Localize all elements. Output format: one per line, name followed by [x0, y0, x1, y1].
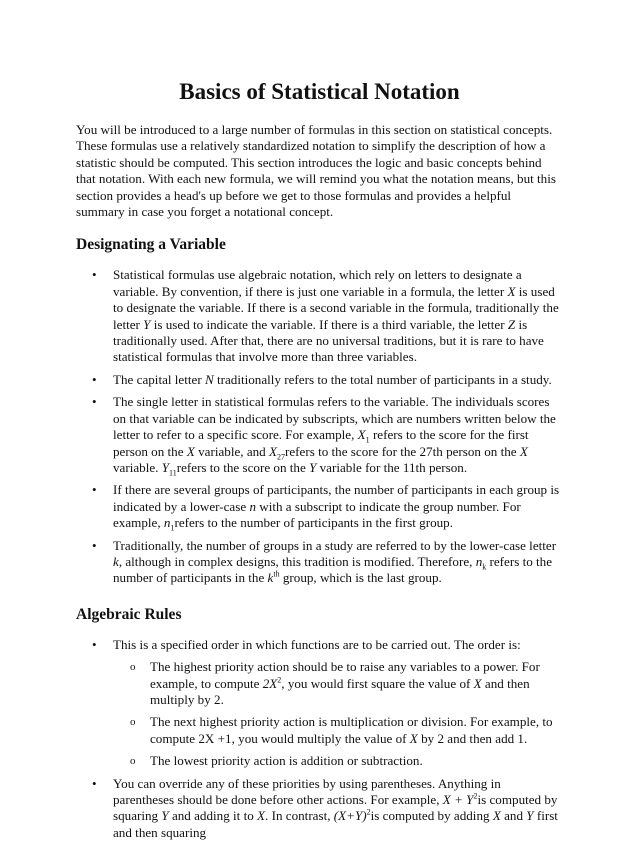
- text-run: with a subscript to indicate the group number. For example,: [113, 498, 521, 531]
- variable-x: X: [409, 730, 418, 746]
- expression: (X+Y): [333, 808, 367, 824]
- expression: 2X: [262, 675, 278, 691]
- subscript: 27: [277, 452, 285, 462]
- intro-paragraph: You will be introduced to a large number of formulas in this section on statistical concepts. These formulas use a relatively standardized notation to simplify the description of how a statistic should be computed. This section introduces the logic and basic concepts behind that notation. With each new formula, we will remind you what the notation means, but this section provides a head's up before we get to those formulas and provides a helpful summary in case you forget a notational concept.: [76, 122, 556, 220]
- variable-k: k: [267, 570, 274, 586]
- variable-z: Z: [507, 316, 516, 332]
- variable-n: n: [163, 515, 171, 531]
- text-run: refers to the number of participants in the: [113, 553, 553, 586]
- text-run: If there are several groups of participants, the number of participants in each group is indicated by a lower-case: [113, 482, 560, 514]
- superscript: 2: [277, 675, 282, 685]
- expression: X + Y: [442, 792, 474, 807]
- text-run: is used to designate the variable. If there is a second variable in the formula, traditionally the letter: [113, 283, 559, 332]
- text-run: The single letter in statistical formulas refers to the variable. The individuals scores on that variable can be indicated by subscripts, which are numbers written below the letter to refer to a specific score. For example,: [113, 394, 556, 443]
- list-item: [113, 394, 563, 476]
- superscript: 2: [366, 808, 371, 818]
- variable-y: Y: [309, 459, 317, 475]
- subscript: 1: [170, 523, 175, 533]
- text-run: , although in complex designs, this tradition is modified. Therefore,: [118, 553, 476, 569]
- list-item: [113, 776, 563, 841]
- variable-x: X: [492, 808, 501, 824]
- text-run: is used to indicate the variable. If there is a third variable, the letter: [150, 316, 508, 332]
- text-run: This is a specified order in which functions are to be carried out. The order is:: [113, 636, 521, 652]
- text-run: You can override any of these priorities by using parentheses. Anything in parentheses should be done before other actions. For example,: [113, 775, 501, 807]
- text-run: , you would first square the value of: [281, 675, 474, 691]
- algebraic-rules-list: [76, 637, 563, 841]
- text-run: variable for the 11th person.: [316, 459, 468, 475]
- section-heading-designating-variable: Designating a Variable: [76, 236, 226, 254]
- text-run: and adding it to: [168, 808, 258, 824]
- variable-x: X: [269, 443, 277, 459]
- list-item: [113, 372, 563, 388]
- variable-n: n: [249, 498, 256, 514]
- variable-x: X: [357, 427, 366, 443]
- variable-y: Y: [143, 316, 151, 332]
- list-item: [113, 482, 563, 531]
- text-run: variable.: [113, 459, 162, 475]
- text-run: group, which is the last group.: [279, 570, 442, 586]
- sublist-item: o The lowest priority action is addition or subtraction.: [150, 753, 563, 769]
- text-run: and: [500, 808, 527, 824]
- section-heading-algebraic-rules: Algebraic Rules: [76, 605, 182, 623]
- variable-x: X: [186, 443, 195, 459]
- text-run: Traditionally, the number of groups in a study are referred to by the lower-case letter: [113, 537, 557, 553]
- text-run: refers to the score for the first person on the: [113, 427, 529, 459]
- variable-y: Y: [526, 808, 534, 824]
- text-run: The next highest priority action is multiplication or division. For example, to compute: [150, 714, 553, 746]
- priority-sublist: [113, 659, 563, 769]
- superscript: 2: [473, 791, 478, 801]
- subscript: 11: [169, 468, 177, 478]
- subscript: 1: [365, 435, 370, 445]
- list-item: [113, 637, 563, 770]
- text-run: by 2 and then add 1.: [417, 730, 528, 746]
- text-run: is traditionally used. After that, there are no universal traditions, but it is rare to have statistical formulas that involve more than three variables.: [113, 316, 544, 365]
- list-item: [113, 267, 563, 365]
- text-run: refers to the score for the 27th person on the: [285, 443, 520, 459]
- variable-x: X: [519, 443, 528, 459]
- sublist-item: [150, 659, 563, 708]
- text-run: . In contrast,: [265, 808, 334, 824]
- variable-n: n: [475, 553, 483, 569]
- expression: 2X: [198, 730, 215, 746]
- superscript: th: [273, 569, 280, 579]
- list-item: [113, 538, 563, 587]
- text-run: traditionally refers to the total number of participants in a study.: [213, 371, 552, 387]
- variable-x: X: [473, 675, 482, 691]
- page-title: Basics of Statistical Notation: [179, 79, 460, 104]
- text-run: is computed by squaring: [113, 792, 558, 824]
- text-run: variable, and: [194, 443, 269, 459]
- variable-n: N: [204, 371, 214, 387]
- text-run: refers to the number of participants in the first group.: [174, 515, 453, 531]
- text-run: is computed by adding: [370, 808, 493, 824]
- variable-k: k: [113, 553, 119, 569]
- text-run: refers to the score on the: [176, 459, 310, 475]
- text-run: +1, you would multiply the value of: [214, 730, 410, 746]
- text-run: Statistical formulas use algebraic notation, which rely on letters to designate a variable. By convention, if there is just one variable in a formula, the letter: [113, 267, 522, 299]
- text-run: first and then squaring: [113, 808, 558, 840]
- variable-y: Y: [161, 459, 170, 475]
- text-run: and then multiply by 2.: [150, 675, 530, 707]
- sublist-item: [150, 714, 563, 747]
- text-run: The highest priority action should be to raise any variables to a power. For example, to compute: [150, 659, 540, 691]
- variable-x: X: [507, 283, 516, 299]
- variable-y: Y: [161, 808, 169, 824]
- subscript: k: [482, 562, 487, 572]
- designating-variable-list: [76, 267, 563, 586]
- variable-x: X: [257, 808, 266, 824]
- text-run: The capital letter: [113, 371, 205, 387]
